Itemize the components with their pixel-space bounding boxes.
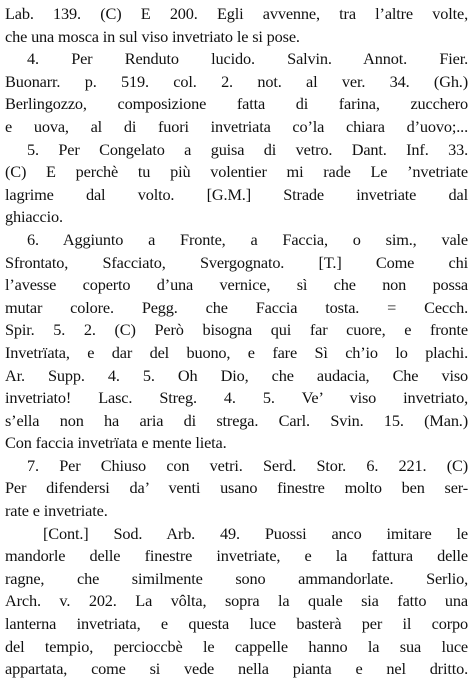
sense-4-line: 4. Per Renduto lucido. Salvin. Annot. Fier. xyxy=(27,49,468,69)
text-line: Ar. Supp. 4. 5. Oh Dio, che audacia, Che viso xyxy=(5,365,468,385)
continuation-line: [Cont.] Sod. Arb. 49. Puossi anco imitare le xyxy=(43,523,468,543)
text-line: ragne, che similmente sono ammandorlate. Serlio, xyxy=(5,568,468,588)
text-line: mandorle delle finestre invetriate, e la fattura delle xyxy=(5,546,468,566)
text-line: s’ella non ha aria di strega. Carl. Svin. 15. (Man.) xyxy=(5,410,468,430)
sense-5-line: 5. Per Congelato a guisa di vetro. Dant. Inf. 33. xyxy=(27,139,468,159)
text-line: Arch. v. 202. La vôlta, sopra la quale sia fatto una xyxy=(5,591,468,611)
text-line: e uova, al di fuori invetriata co’la chiara d’uovo;... xyxy=(5,116,468,136)
text-line: ghiaccio. xyxy=(5,207,63,227)
text-line: Per difendersi da’ venti usano finestre molto ben ser- xyxy=(5,478,468,498)
text-line: Spir. 5. 2. (C) Però bisogna qui far cuore, e fronte xyxy=(5,320,468,340)
dictionary-page xyxy=(5,3,468,681)
text-line: Berlingozzo, composizione fatta di farina, zucchero xyxy=(5,94,468,114)
text-line: del tempio, percioccbè le cappelle hanno la sua luce xyxy=(5,636,468,656)
dictionary-entry-text xyxy=(5,3,468,681)
text-line: Invetrïata, e dar del buono, e fare Sì ch’io lo plachi. xyxy=(5,342,468,362)
sense-6-line: 6. Aggiunto a Fronte, a Faccia, o sim., vale xyxy=(27,229,468,249)
text-line: Con faccia invetrïata e mente lieta. xyxy=(5,433,227,453)
text-line: che una mosca in sul viso invetriato le si pose. xyxy=(5,26,300,46)
sense-7-line: 7. Per Chiuso con vetri. Serd. Stor. 6. 221. (C) xyxy=(27,455,468,475)
text-line: mutar colore. Pegg. che Faccia tosta. = Cecch. xyxy=(5,297,468,317)
text-line: Sfrontato, Sfacciato, Svergognato. [T.] Come chi xyxy=(5,252,468,272)
text-line: l’avesse coperto d’una vernice, sì che non possa xyxy=(5,275,468,295)
text-line: Lab. 139. (C) E 200. Egli avvenne, tra l’altre volte, xyxy=(5,4,468,23)
text-line: invetriato! Lasc. Streg. 4. 5. Ve’ viso invetriato, xyxy=(5,388,468,408)
text-line: appartata, come si vede nella pianta e nel dritto. xyxy=(5,659,468,679)
text-line: lanterna invetriata, e questa luce basterà per il corpo xyxy=(5,614,468,634)
text-line: (C) E perchè tu più volentier mi rade Le ’nvetriate xyxy=(5,162,468,182)
text-line: Buonarr. p. 519. col. 2. not. al ver. 34. (Gh.) xyxy=(5,71,468,91)
text-line: lagrime dal volto. [G.M.] Strade invetriate dal xyxy=(5,184,468,204)
text-line: rate e invetriate. xyxy=(5,501,108,521)
